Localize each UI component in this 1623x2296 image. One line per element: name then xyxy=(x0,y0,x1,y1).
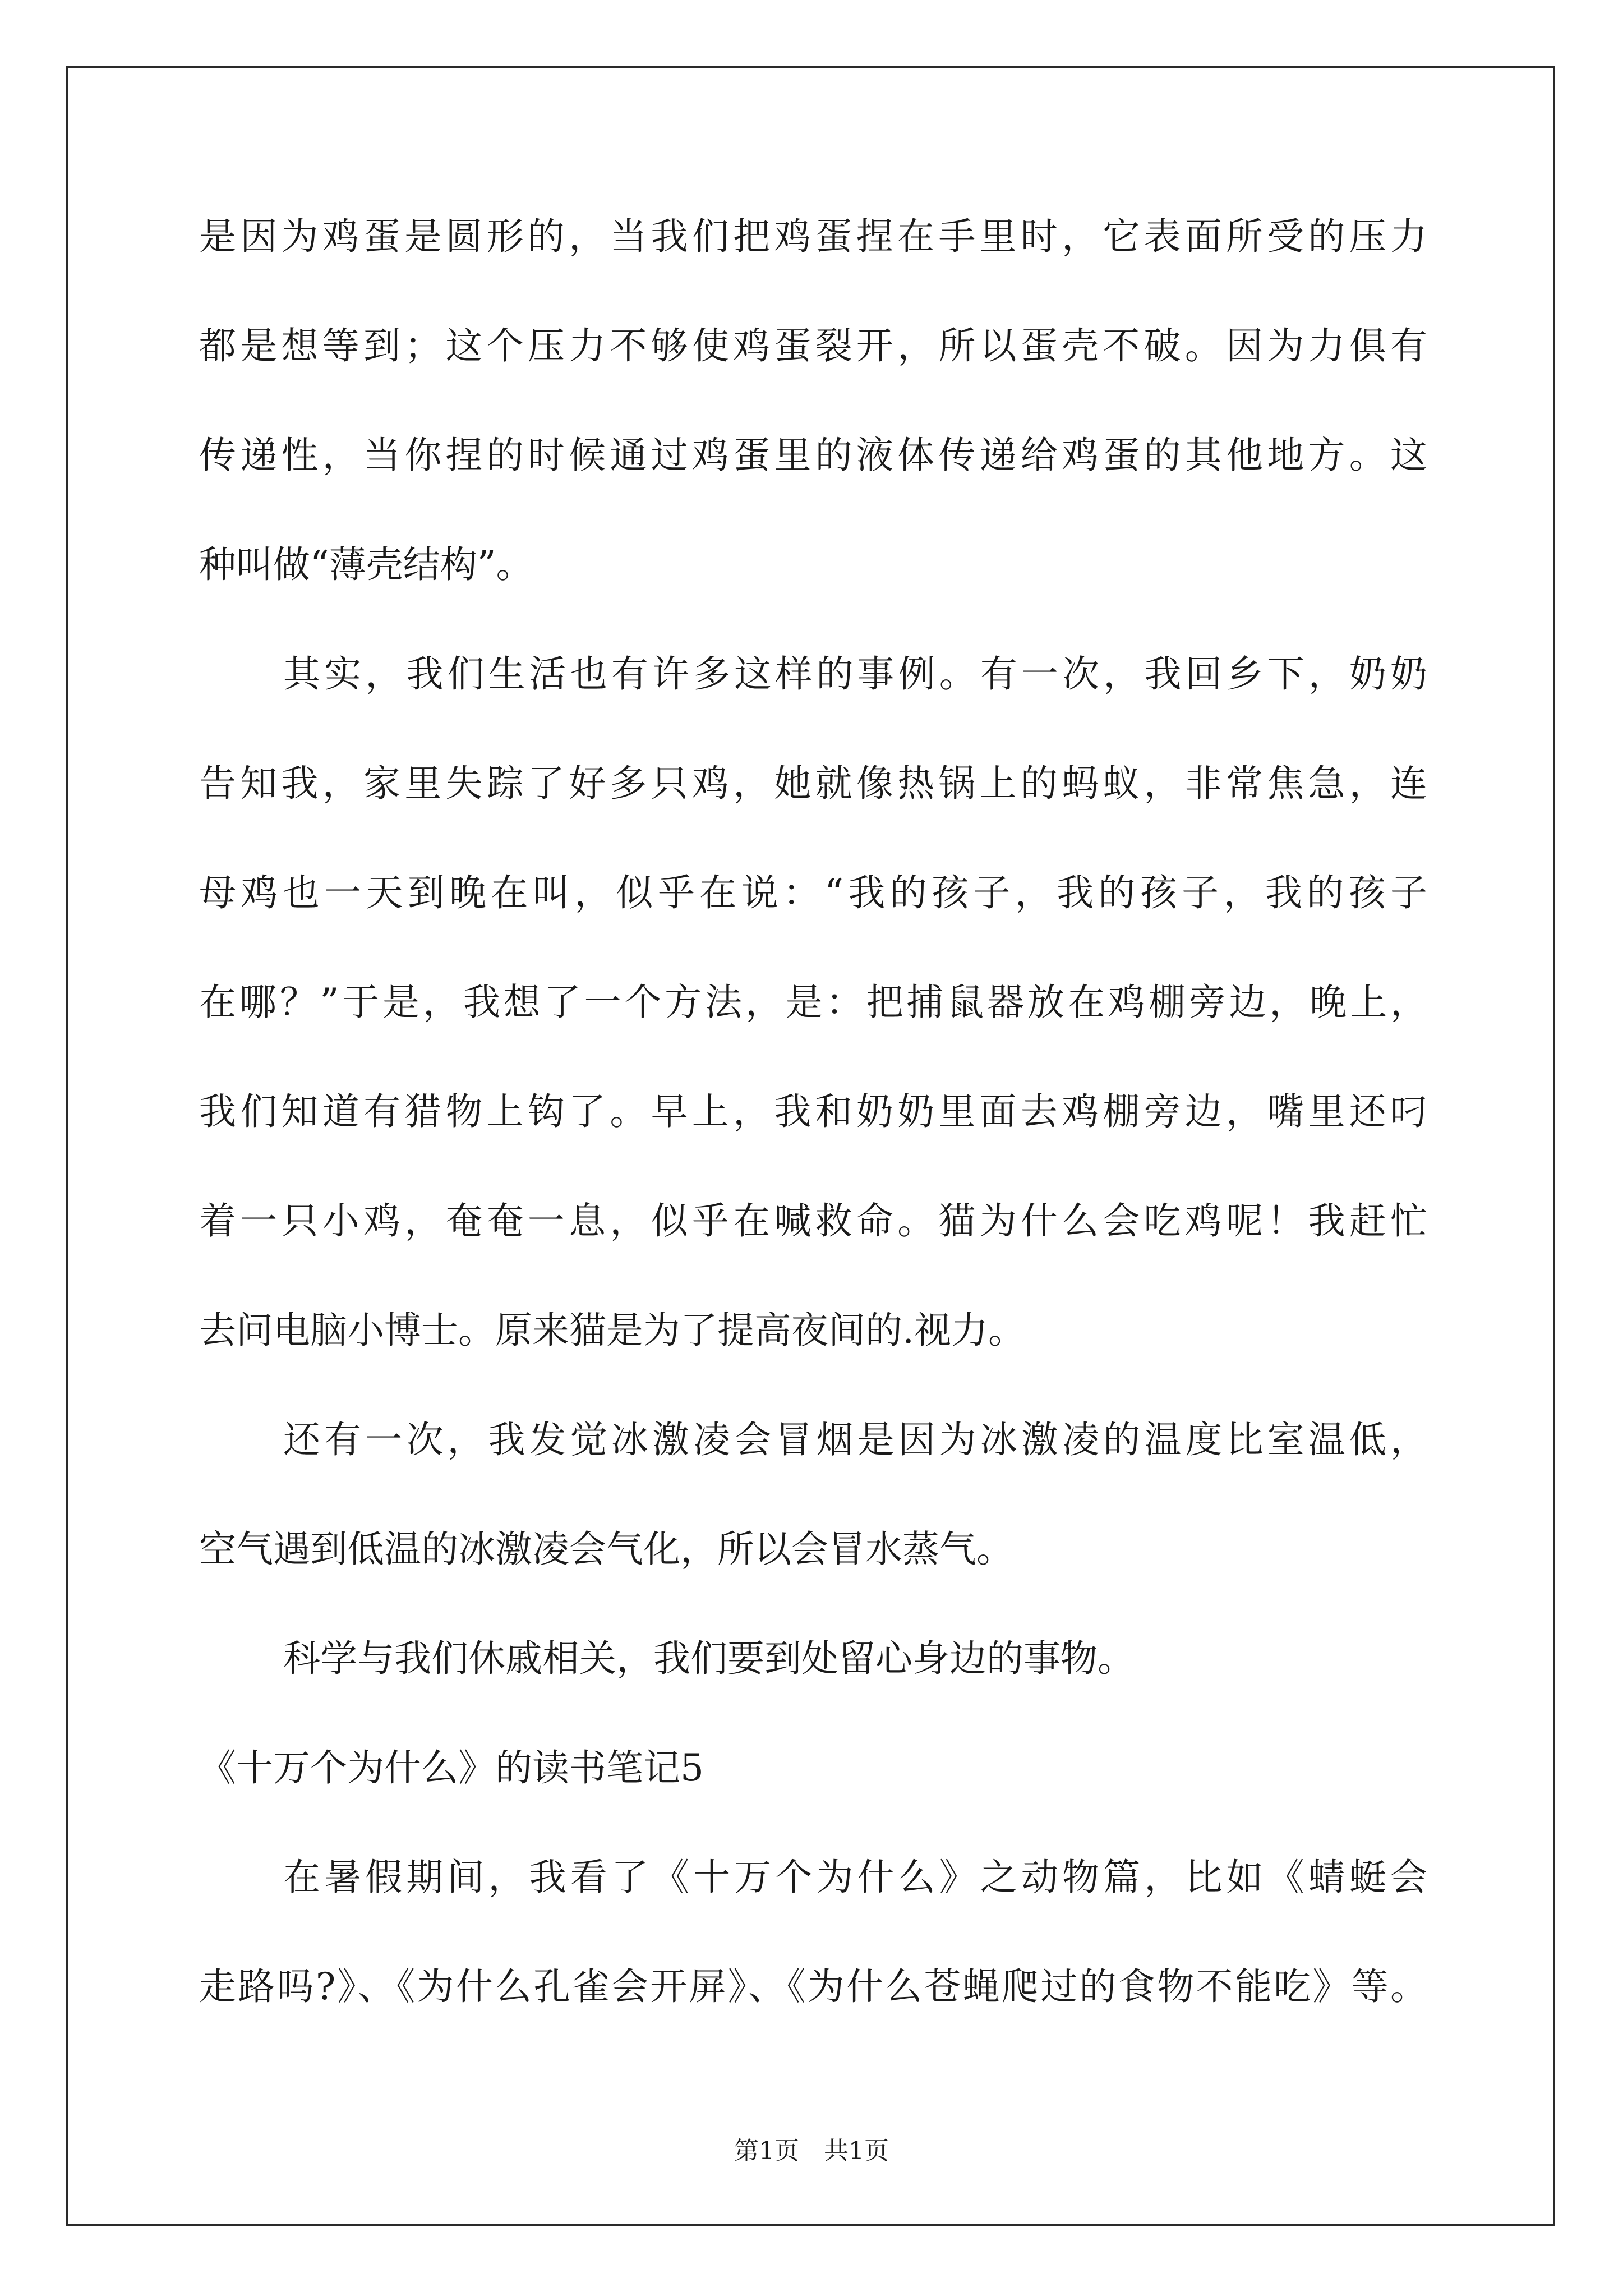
text-line-7: 母鸡也一天到晚在叫，似乎在说：“我的孩子，我的孩子，我的孩子 xyxy=(199,871,1427,914)
text-line-4: 种叫做“薄壳结构”。 xyxy=(199,543,533,586)
text-line-2: 都是想等到；这个压力不够使鸡蛋裂开，所以蛋壳不破。因为力俱有 xyxy=(199,324,1427,367)
text-line-16: 在暑假期间，我看了《十万个为什么》之动物篇，比如《蜻蜓会 xyxy=(283,1856,1427,1899)
text-line-13: 空气遇到低温的冰激凌会气化，所以会冒水蒸气。 xyxy=(199,1527,1013,1571)
page-number-footer: 第1页 共1页 xyxy=(734,2137,889,2165)
text-line-17: 走路吗?》、《为什么孔雀会开屏》、《为什么苍蝇爬过的食物不能吃》等。 xyxy=(199,1965,1427,2008)
text-line-14: 科学与我们休戚相关，我们要到处留心身边的事物。 xyxy=(283,1637,1135,1680)
page-border xyxy=(66,66,1555,2226)
text-line-6: 告知我，家里失踪了好多只鸡，她就像热锅上的蚂蚁，非常焦急，连 xyxy=(199,762,1427,805)
text-line-11: 去问电脑小博士。原来猫是为了提高夜间的.视力。 xyxy=(199,1309,1025,1352)
text-line-5: 其实，我们生活也有许多这样的事例。有一次，我回乡下，奶奶 xyxy=(283,652,1427,696)
section-heading: 《十万个为什么》的读书笔记5 xyxy=(199,1746,704,1789)
text-line-8: 在哪？”于是，我想了一个方法，是：把捕鼠器放在鸡棚旁边，晚上， xyxy=(199,981,1427,1024)
text-line-10: 着一只小鸡，奄奄一息，似乎在喊救命。猫为什么会吃鸡呢！我赶忙 xyxy=(199,1199,1427,1243)
text-line-12: 还有一次，我发觉冰激凌会冒烟是因为冰激凌的温度比室温低， xyxy=(283,1418,1427,1461)
text-line-9: 我们知道有猎物上钩了。早上，我和奶奶里面去鸡棚旁边，嘴里还叼 xyxy=(199,1090,1427,1133)
text-line-1: 是因为鸡蛋是圆形的，当我们把鸡蛋捏在手里时，它表面所受的压力 xyxy=(199,215,1427,258)
text-line-3: 传递性，当你捏的时候通过鸡蛋里的液体传递给鸡蛋的其他地方。这 xyxy=(199,434,1427,477)
